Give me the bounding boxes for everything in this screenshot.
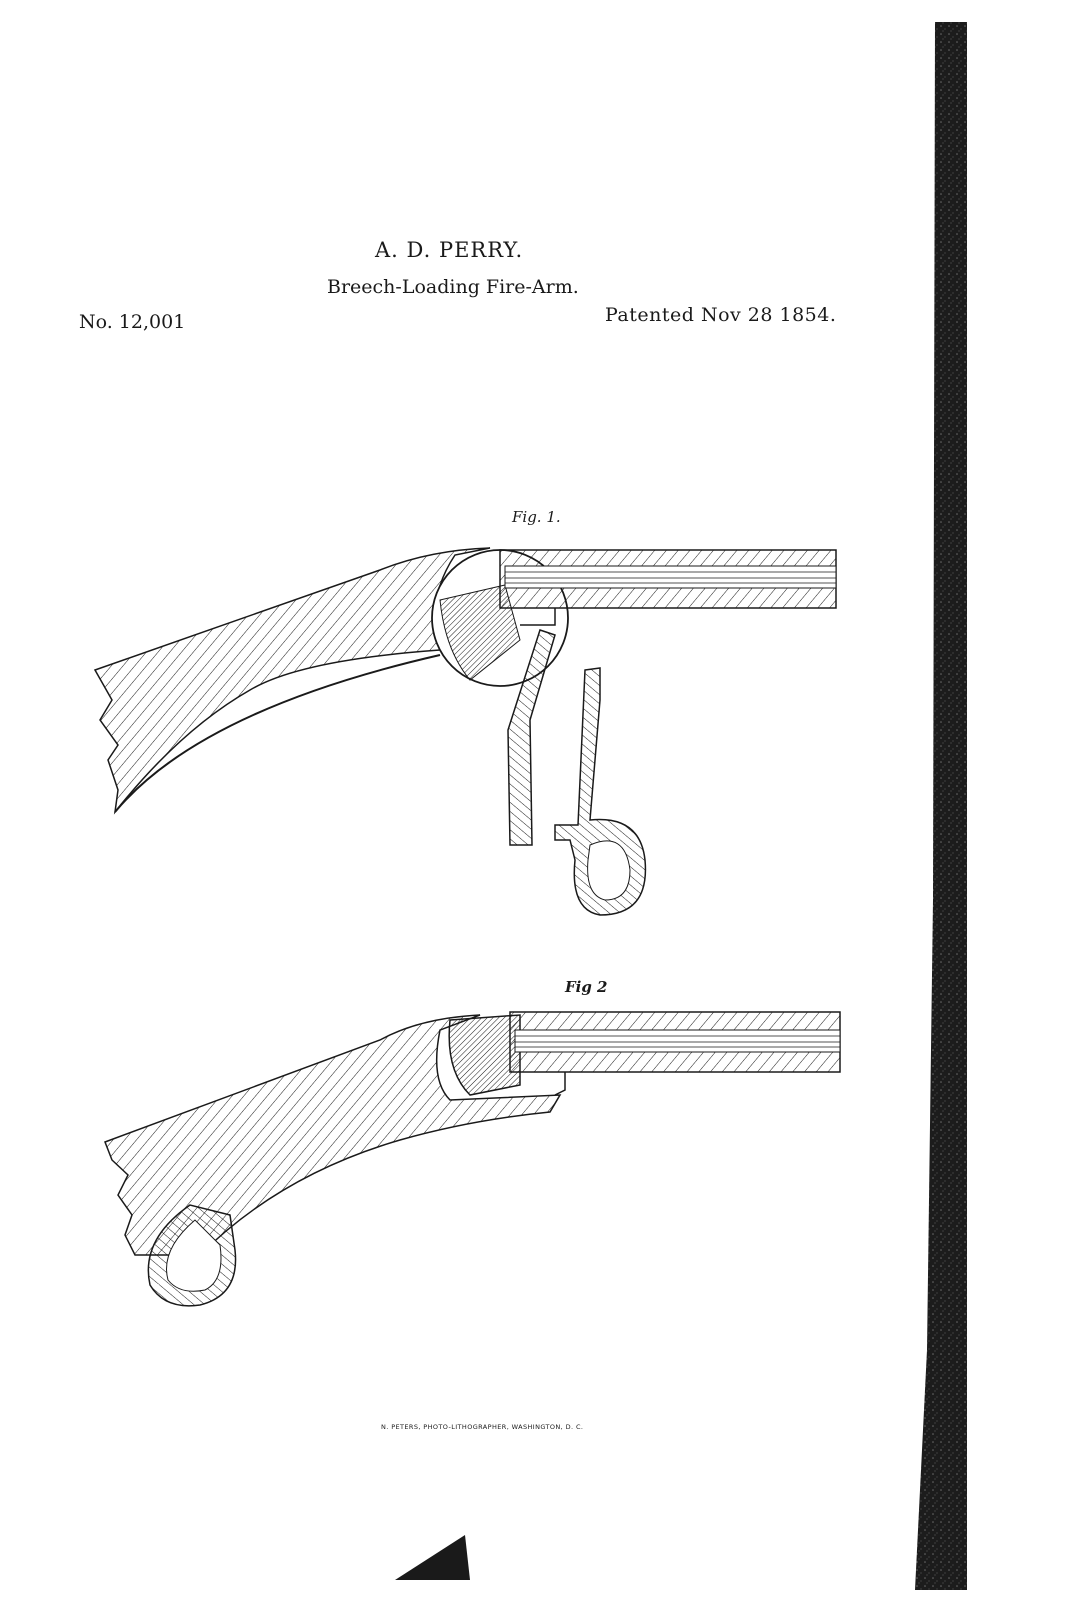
page-corner-mark [395, 1535, 470, 1580]
fig2-label: Fig 2 [565, 978, 608, 996]
fig1-label: Fig. 1. [512, 508, 561, 526]
patent-title: Breech-Loading Fire-Arm. [327, 276, 579, 298]
patent-number: No. 12,001 [79, 311, 186, 333]
printer-credit: N. PETERS, PHOTO-LITHOGRAPHER, WASHINGTON, D. C. [381, 1423, 584, 1431]
patent-author: A. D. PERRY. [375, 238, 524, 262]
figure-2 [105, 1012, 840, 1306]
patented-date: Patented Nov 28 1854. [605, 304, 837, 326]
figure-1 [95, 548, 836, 915]
fig1-stock [95, 548, 490, 812]
